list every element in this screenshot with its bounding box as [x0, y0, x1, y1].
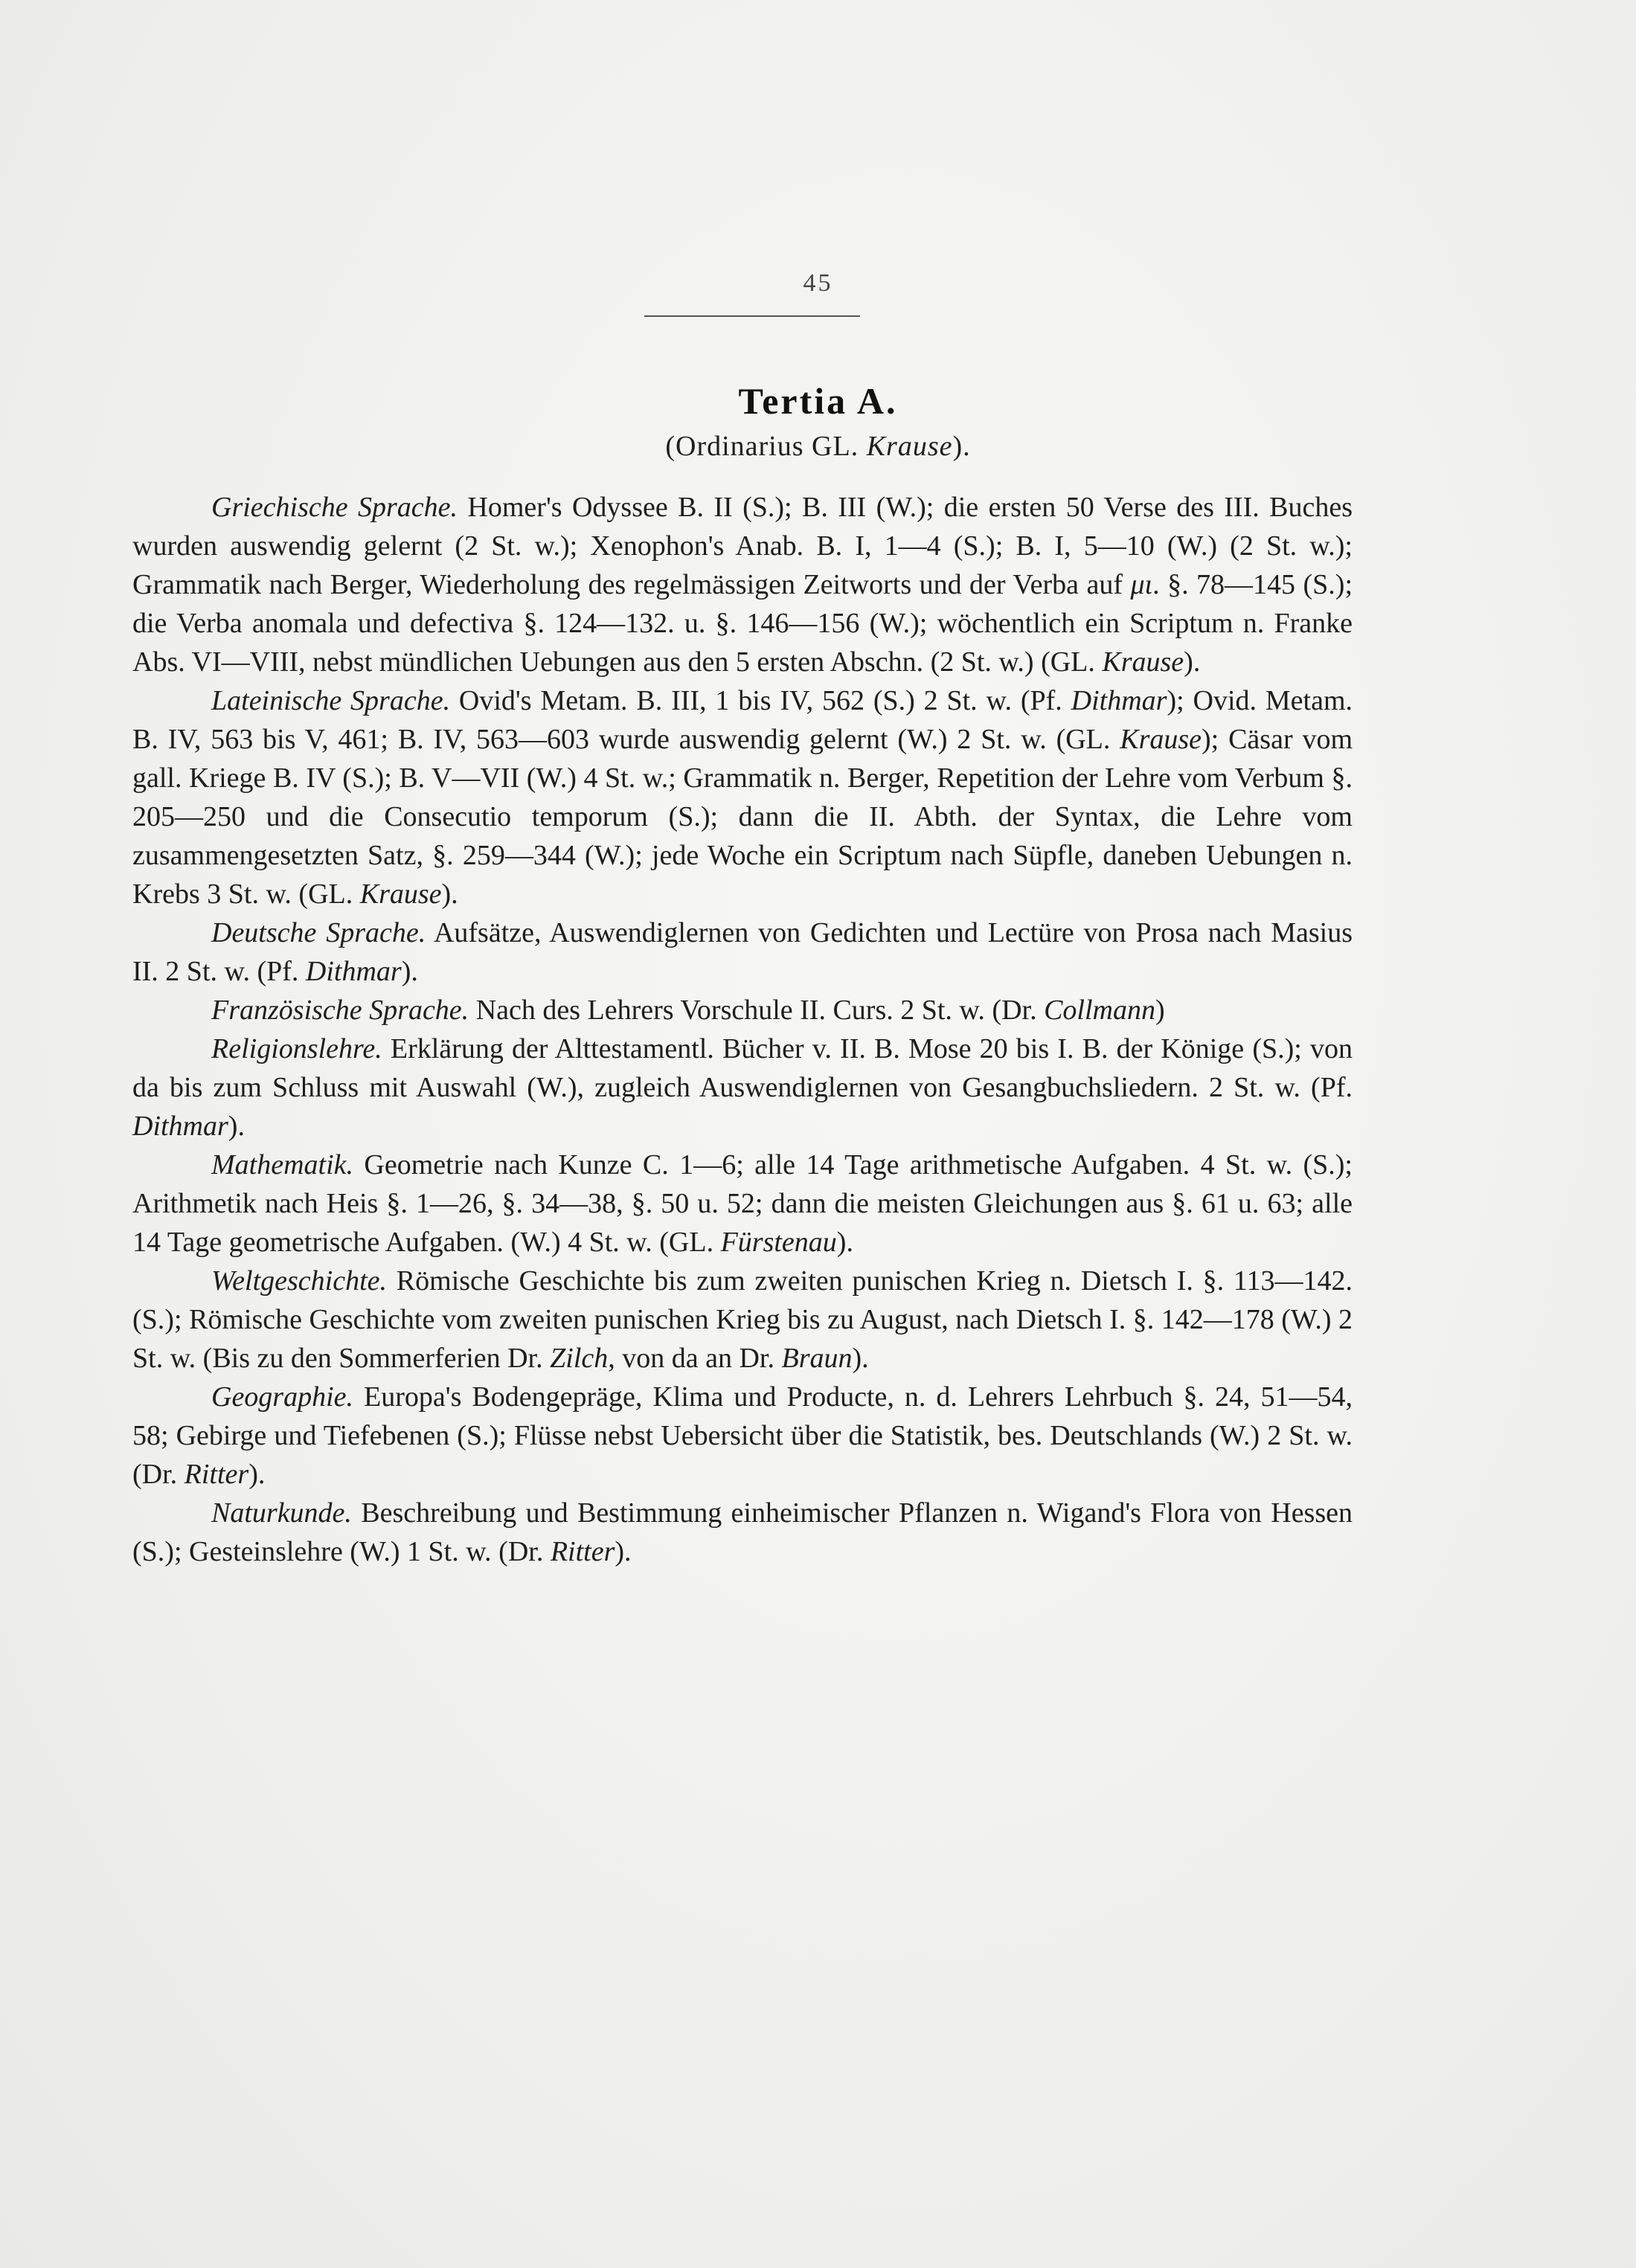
paragraph-text: ). [615, 1536, 632, 1567]
paragraph-weltgeschichte [132, 1262, 1353, 1378]
paragraph-religion [132, 1029, 1353, 1146]
subtitle-close: ). [952, 431, 971, 462]
subject-title: Weltgeschichte. [211, 1265, 388, 1297]
subtitle-text: (Ordinarius GL. [665, 431, 867, 462]
subject-title: Naturkunde. [211, 1497, 352, 1529]
paragraph-italic: μι [1130, 569, 1153, 600]
paragraph-deutsch [132, 913, 1353, 991]
subject-title: Mathematik. [211, 1149, 354, 1180]
teacher-name: Krause [1102, 646, 1184, 678]
teacher-name: Fürstenau [720, 1227, 837, 1258]
teacher-name: Braun [781, 1343, 853, 1374]
paragraph-text: ). [852, 1343, 869, 1374]
paragraph-text: ). [1184, 646, 1201, 678]
subject-title: Lateinische Sprache. [211, 685, 451, 716]
teacher-name: Zilch [550, 1343, 609, 1374]
teacher-name: Collmann [1044, 995, 1155, 1026]
paragraph-franzoesisch [132, 991, 1353, 1029]
teacher-name: Ritter [550, 1536, 615, 1567]
paragraph-text: Europa's Bodengepräge, Klima und Producte, n. d. Lehrers Lehrbuch §. 24, 51—54, 58; Gebirge und Tiefebenen (S.); Flüsse nebst Uebersicht über die Statistik, bes. Deutschlands (W.) 2 St. w. (Dr. [132, 1381, 1353, 1490]
page-number: 45 [803, 269, 833, 297]
paragraph-lateinisch [132, 681, 1353, 913]
subject-title: Religionslehre. [211, 1033, 382, 1064]
teacher-name: Krause [359, 878, 442, 910]
paragraph-text: Geometrie nach Kunze C. 1—6; alle 14 Tage arithmetische Aufgaben. 4 St. w. (S.); Arithmetik nach Heis §. 1—26, §. 34—38, §. 50 u. 52; dann die meisten Gleichungen aus §. 61 u. 63; alle 14 Tage geometrische Aufgaben. (W.) 4 St. w. (GL. [132, 1149, 1353, 1258]
subject-title: Deutsche Sprache. [211, 917, 426, 948]
paragraph-text: Erklärung der Alttestamentl. Bücher v. II. B. Mose 20 bis I. B. der Könige (S.); von da bis zum Schluss mit Auswahl (W.), zugleich Auswendiglernen von Gesangbuchsliedern. 2 St. w. (Pf. [132, 1033, 1353, 1103]
teacher-name: Ritter [184, 1459, 249, 1490]
subject-title: Geographie. [211, 1381, 354, 1413]
paragraph-naturkunde [132, 1494, 1353, 1571]
paragraph-text: Römische Geschichte bis zum zweiten punischen Krieg n. Dietsch I. §. 113—142. (S.); Römische Geschichte vom zweiten punischen Krieg bis zu August, nach Dietsch I. §. 142—178 (W.) 2 St. w. (Bis zu den Sommerferien Dr. [132, 1265, 1353, 1374]
teacher-name: Dithmar [305, 956, 402, 987]
paragraph-text: ). [441, 878, 458, 910]
paragraph-text: Nach des Lehrers Vorschule II. Curs. 2 St. w. (Dr. [469, 995, 1045, 1026]
subject-title: Französische Sprache. [211, 995, 469, 1026]
paragraph-text: ); Ovid. Metam. B. IV, 563 bis V, 461; B. IV, 563—603 wurde auswendig gelernt (W.) 2 St. w. (GL. [132, 685, 1353, 755]
subtitle-ordinarius [0, 430, 1636, 463]
document-body [132, 488, 1353, 1571]
paragraph-text: ) [1155, 995, 1165, 1026]
paragraph-text: ). [248, 1459, 266, 1490]
paragraph-text: Aufsätze, Auswendiglernen von Gedichten und Lectüre von Prosa nach Masius II. 2 St. w. (Pf. [132, 917, 1353, 987]
subject-title: Griechische Sprache. [211, 492, 458, 523]
paragraph-text: ). [228, 1111, 245, 1142]
paragraph-griechisch [132, 488, 1353, 681]
paragraph-text: . §. 78—145 (S.); die Verba anomala und defectiva §. 124—132. u. §. 146—156 (W.); wöchentlich ein Scriptum n. Franke Abs. VI—VIII, nebst mündlichen Uebungen aus den 5 ersten Abschn. (2 St. w.) (GL. [132, 569, 1353, 678]
teacher-name: Dithmar [1071, 685, 1167, 716]
teacher-name: Dithmar [132, 1111, 228, 1142]
teacher-name: Krause [1120, 724, 1202, 755]
paragraph-text: ). [401, 956, 418, 987]
paragraph-text: Beschreibung und Bestimmung einheimischer Pflanzen n. Wigand's Flora von Hessen (S.); Gesteinslehre (W.) 1 St. w. (Dr. [132, 1497, 1353, 1567]
header-rule [644, 315, 860, 317]
paragraph-text: ); Cäsar vom gall. Kriege B. IV (S.); B. V—VII (W.) 4 St. w.; Grammatik n. Berger, Repetition der Lehre vom Verbum §. 205—250 und die Consecutio temporum (S.); dann die II. Abth. der Syntax, die Lehre vom zusammengesetzten Satz, §. 259—344 (W.); jede Woche ein Scriptum nach Süpfle, daneben Uebungen n. Krebs 3 St. w. (GL. [132, 724, 1353, 910]
paragraph-text: , von da an Dr. [608, 1343, 782, 1374]
paragraph-text: Homer's Odyssee B. II (S.); B. III (W.); die ersten 50 Verse des III. Buches wurden auswendig gelernt (2 St. w.); Xenophon's Anab. B. I, 1—4 (S.); B. I, 5—10 (W.) (2 St. w.); Grammatik nach Berger, Wiederholung des regelmässigen Zeitworts und der Verba auf [132, 492, 1353, 600]
paragraph-text: ). [836, 1227, 853, 1258]
paragraph-text: Ovid's Metam. B. III, 1 bis IV, 562 (S.) 2 St. w. (Pf. [450, 685, 1071, 716]
paragraph-geographie [132, 1378, 1353, 1494]
subtitle-name: Krause [866, 431, 953, 462]
paragraph-mathematik [132, 1146, 1353, 1262]
page-title: Tertia A. [738, 380, 898, 422]
